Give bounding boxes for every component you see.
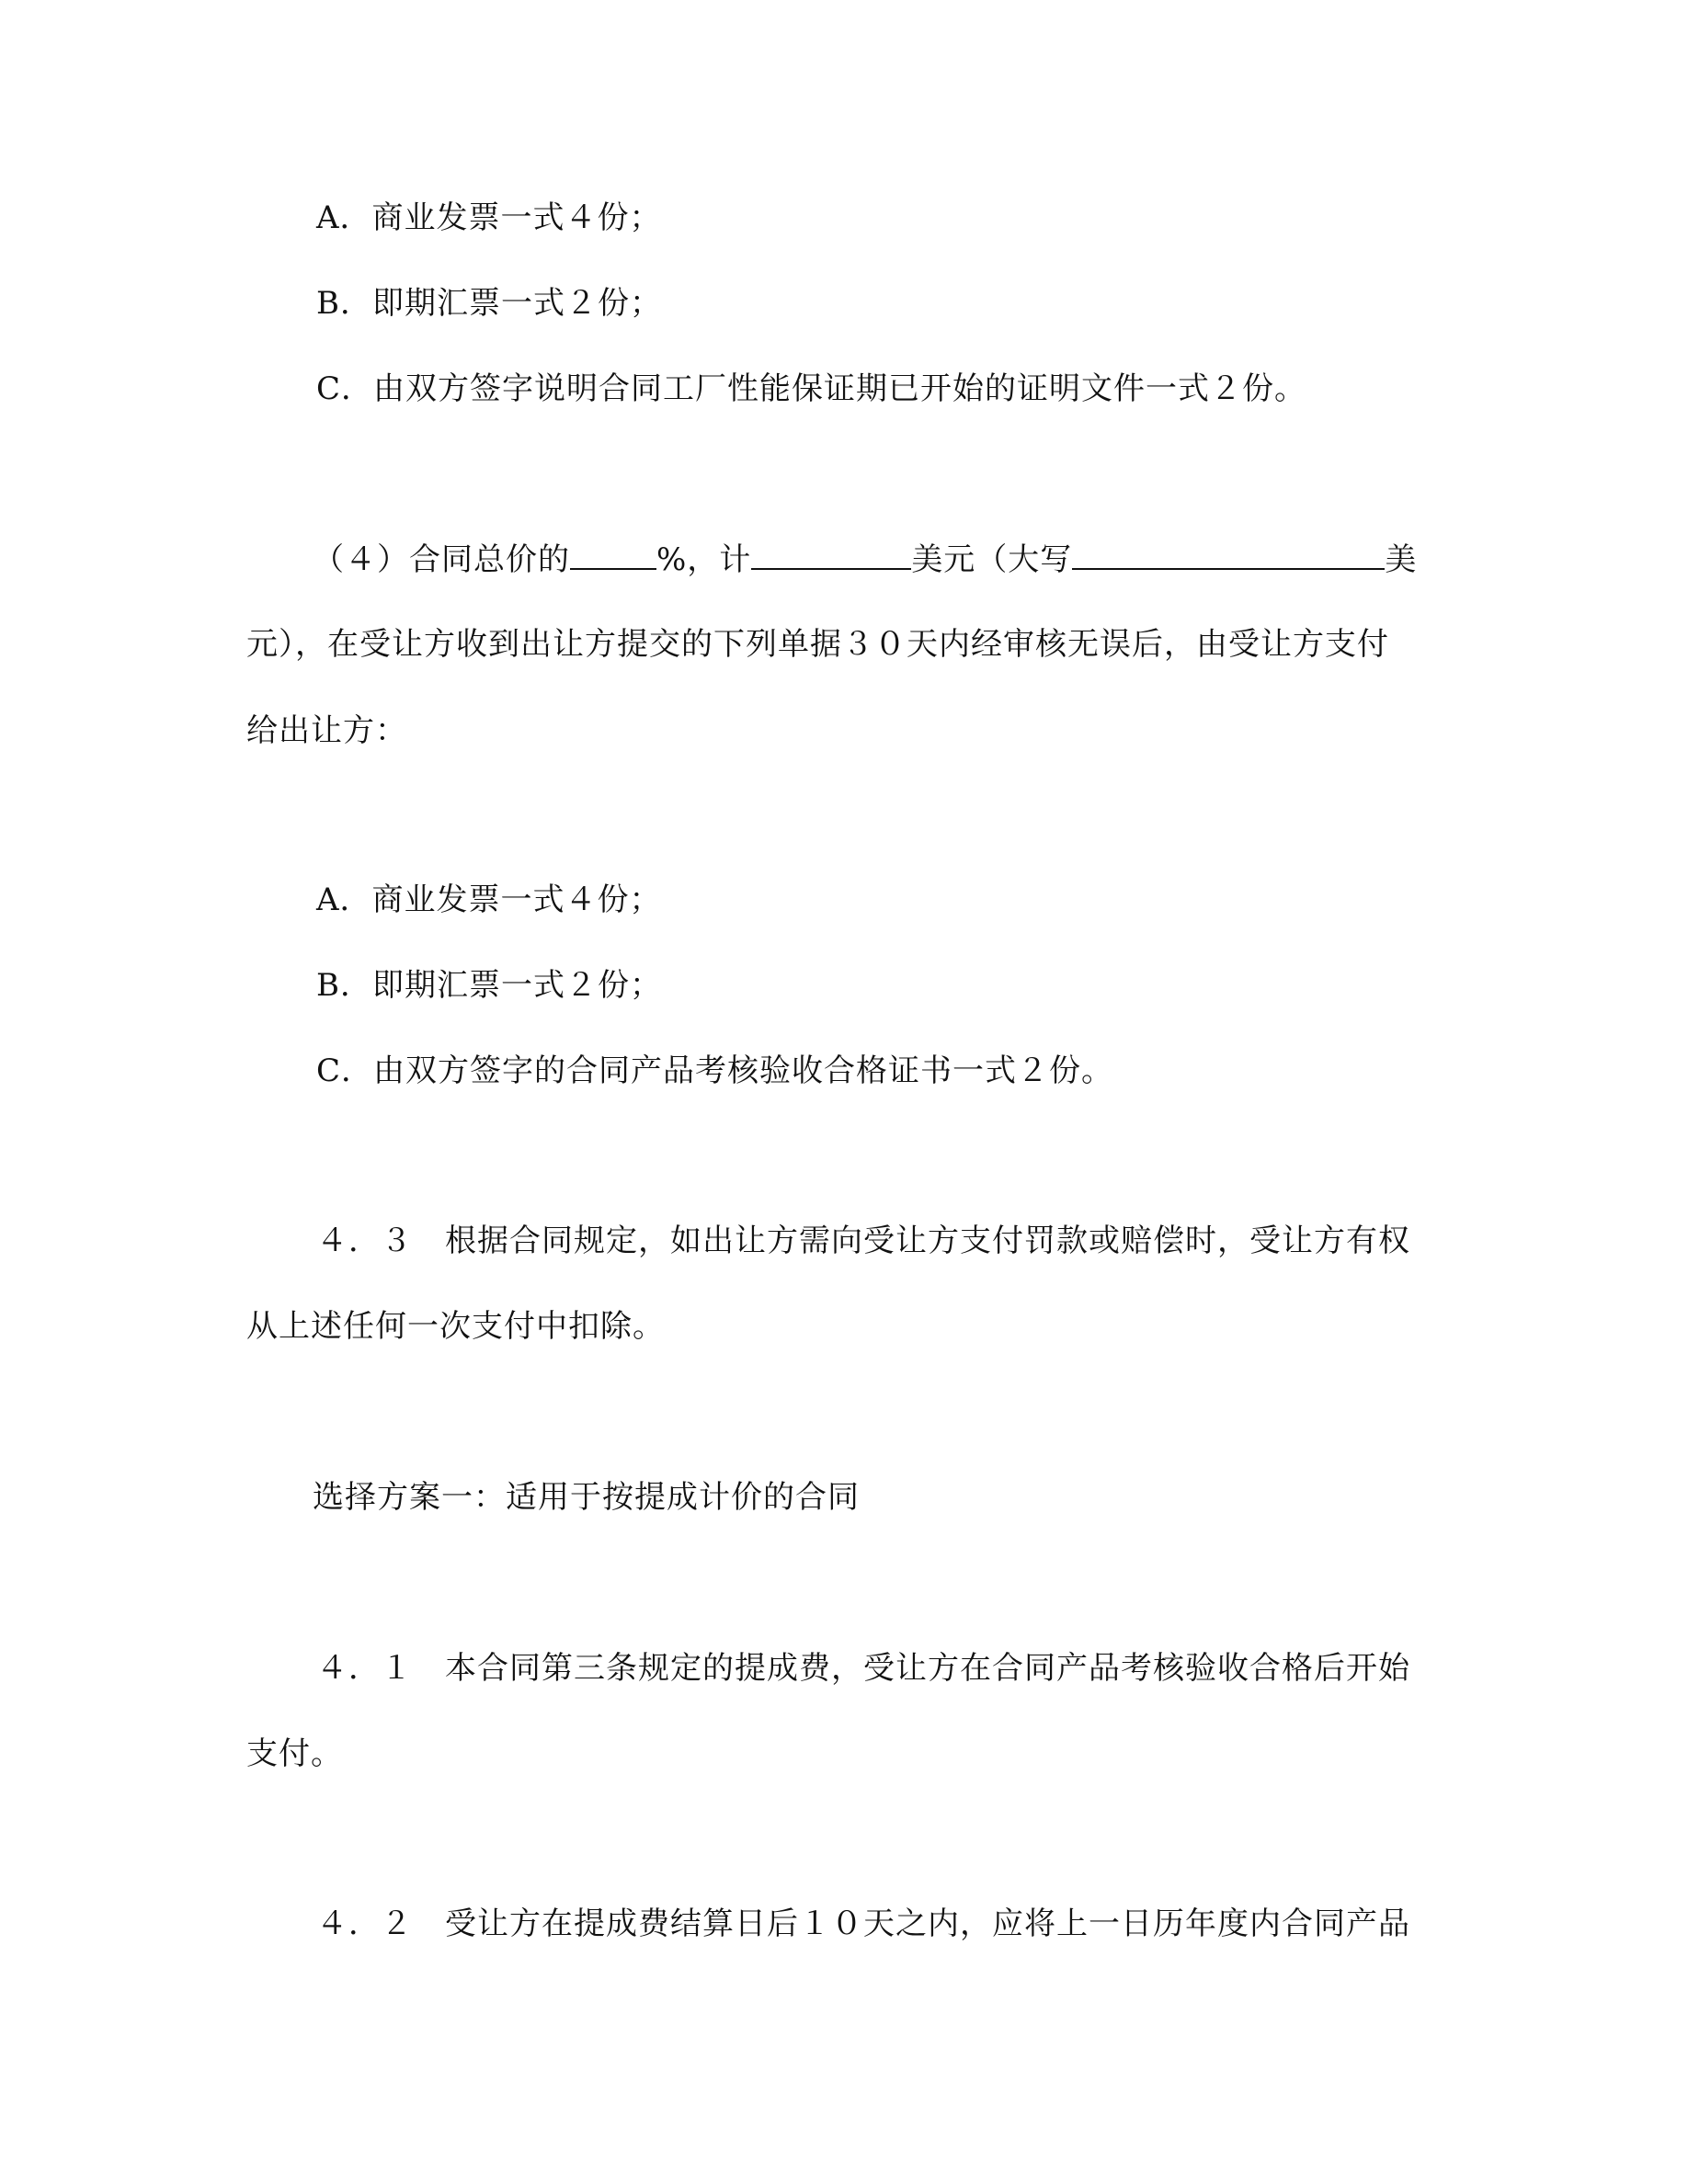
list-item-invoice: A．商业发票一式４份； bbox=[316, 199, 662, 236]
clause-4-line-3: 给出让方： bbox=[246, 712, 407, 749]
clause-4-1-line-1: ４．１ 本合同第三条规定的提成费，受让方在合同产品考核验收合格后开始 bbox=[316, 1650, 1410, 1687]
clause-4-text-4: 美 bbox=[1385, 541, 1418, 578]
clause-4-text-2: %，计 bbox=[656, 541, 752, 578]
clause-4-line-2: 元），在受让方收到出让方提交的下列单据３０天内经审核无误后，由受让方支付 bbox=[246, 626, 1389, 663]
list-item-invoice-2: A．商业发票一式４份； bbox=[316, 882, 662, 918]
list-item-draft: B．即期汇票一式２份； bbox=[316, 285, 662, 322]
clause-4-2-line-1: ４．２ 受让方在提成费结算日后１０天之内，应将上一日历年度内合同产品 bbox=[316, 1905, 1410, 1942]
amount-in-words-blank[interactable] bbox=[1072, 540, 1385, 570]
amount-blank[interactable] bbox=[751, 540, 911, 570]
clause-4-3-line-1: ４．３ 根据合同规定，如出让方需向受让方支付罚款或赔偿时，受让方有权 bbox=[316, 1223, 1410, 1259]
option-one-title: 选择方案一：适用于按提成计价的合同 bbox=[313, 1479, 860, 1516]
clause-4-line-1 bbox=[313, 540, 1417, 578]
clause-4-text-3: 美元（大写 bbox=[911, 541, 1073, 578]
list-item-acceptance-certificate: C．由双方签字的合同产品考核验收合格证书一式２份。 bbox=[316, 1052, 1114, 1089]
clause-4-text-1: （４）合同总价的 bbox=[313, 541, 570, 578]
list-item-certificate: C．由双方签字说明合同工厂性能保证期已开始的证明文件一式２份。 bbox=[316, 370, 1307, 407]
clause-4-1-line-2: 支付。 bbox=[246, 1735, 343, 1772]
list-item-draft-2: B．即期汇票一式２份； bbox=[316, 967, 662, 1004]
percent-blank[interactable] bbox=[570, 540, 656, 570]
clause-4-3-line-2: 从上述任何一次支付中扣除。 bbox=[246, 1308, 665, 1345]
